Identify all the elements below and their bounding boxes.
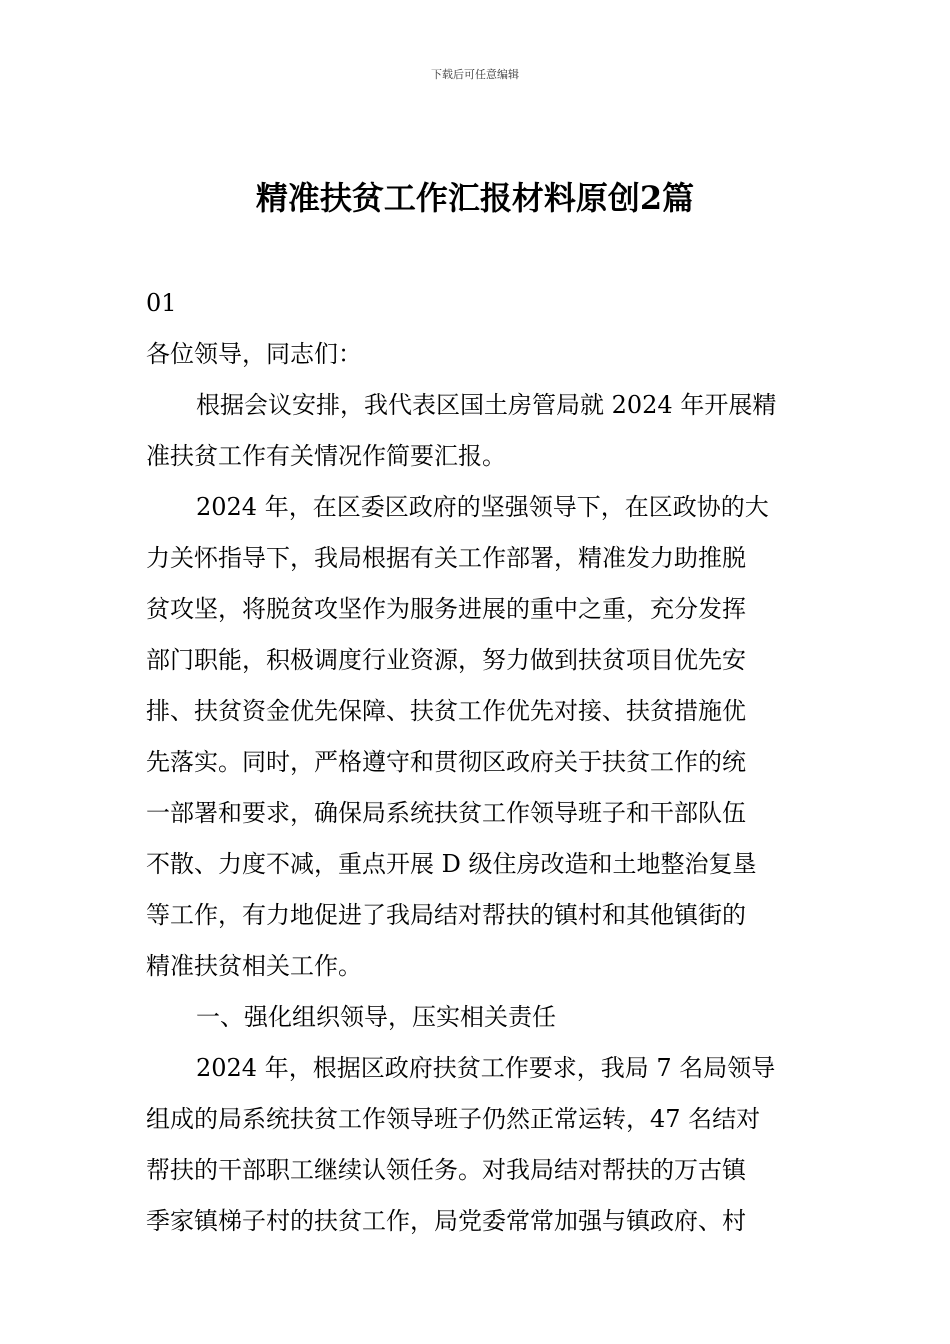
section-heading: 一、强化组织领导，压实相关责任 [196,1003,556,1031]
paragraph-line: 精准扶贫相关工作。 [146,952,362,980]
paragraph-line: 帮扶的干部职工继续认领任务。对我局结对帮扶的万古镇 [146,1156,746,1184]
paragraph-line: 排、扶贫资金优先保障、扶贫工作优先对接、扶贫措施优 [146,697,746,725]
document-body [146,278,806,1247]
paragraph-line: 力关怀指导下，我局根据有关工作部署，精准发力助推脱 [146,544,746,572]
salutation: 各位领导，同志们： [146,340,362,368]
paragraph-line: 组成的局系统扶贫工作领导班子仍然正常运转，47 名结对 [146,1105,761,1133]
paragraph-line: 季家镇梯子村的扶贫工作，局党委常常加强与镇政府、村 [146,1207,746,1235]
document-title: 精准扶贫工作汇报材料原创2篇 [255,179,695,217]
paragraph-line: 2024 年，根据区政府扶贫工作要求，我局 7 名局领导 [196,1054,776,1082]
paragraph-line: 部门职能，积极调度行业资源，努力做到扶贫项目优先安 [146,646,746,674]
section-number: 01 [146,289,177,317]
paragraph-line: 准扶贫工作有关情况作简要汇报。 [146,442,506,470]
paragraph-line: 根据会议安排，我代表区国土房管局就 2024 年开展精 [196,391,777,419]
paragraph-line: 2024 年，在区委区政府的坚强领导下，在区政协的大 [196,493,769,521]
paragraph-line: 等工作，有力地促进了我局结对帮扶的镇村和其他镇街的 [146,901,746,929]
paragraph-line: 先落实。同时，严格遵守和贯彻区政府关于扶贫工作的统 [146,748,746,776]
page-header-note: 下载后可任意编辑 [431,68,519,81]
paragraph-line: 不散、力度不减，重点开展 D 级住房改造和土地整治复垦 [146,850,757,878]
paragraph-line: 一部署和要求，确保局系统扶贫工作领导班子和干部队伍 [146,799,746,827]
paragraph-line: 贫攻坚，将脱贫攻坚作为服务进展的重中之重，充分发挥 [146,595,746,623]
